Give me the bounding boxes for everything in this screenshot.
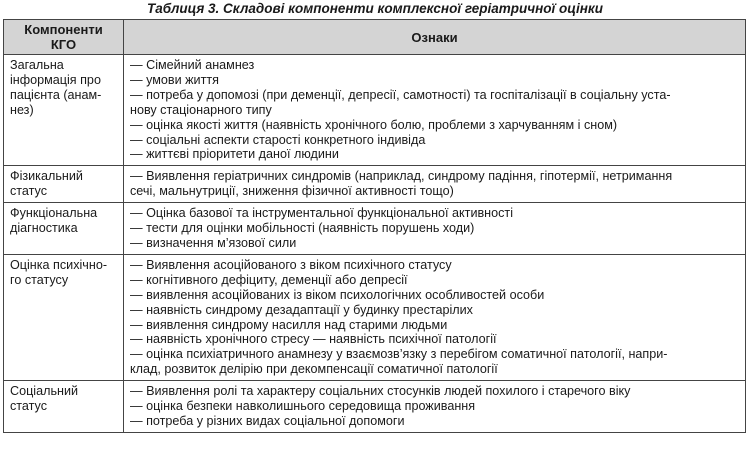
component-line: Загальна [10, 58, 64, 72]
feature-line: — оцінка якості життя (наявність хронічного болю, проблеми з харчуванням і сном) [130, 117, 618, 132]
feature-line: — виявлення синдрому насилля над старими людьми [130, 317, 448, 332]
component-line: статус [10, 399, 48, 414]
feature-line: — соціальні аспекти старості конкретного індивіда [130, 132, 426, 147]
feature-line: — потреба у допомозі (при деменції, депресії, самотності) та госпіталізації в соціальну уста- [130, 87, 671, 102]
component-line: го статусу [10, 272, 69, 287]
feature-line: — оцінка психіатричного анамнезу у взаємозв’язку з перебігом соматичної патології, напри- [130, 347, 668, 362]
feature-line: нову стаціонарного типу [130, 102, 272, 117]
component-line: пацієнта (анам- [10, 87, 102, 102]
feature-line: — когнітивного дефіциту, деменції або депресії [130, 272, 408, 287]
feature-line: — Сімейний анамнез [130, 58, 255, 72]
feature-line: — умови життя [130, 72, 219, 87]
component-cell [4, 381, 124, 433]
features-cell [124, 203, 746, 255]
component-line: Соціальний [10, 384, 79, 399]
feature-line: — Оцінка базової та інструментальної функціональної активності [130, 206, 513, 221]
feature-line: сечі, мальнутриції, зниження фізичної активності тощо) [130, 184, 454, 199]
component-line: інформація про [10, 72, 101, 87]
feature-line: — потреба у різних видах соціальної допомоги [130, 413, 405, 428]
table-row [4, 203, 746, 255]
feature-line: — Виявлення геріатричних синдромів (наприклад, синдрому падіння, гіпотермії, нетримання [130, 169, 673, 184]
feature-line: — наявність хронічного стресу — наявність психічної патології [130, 332, 497, 347]
component-cell [4, 166, 124, 203]
header-components-line1: Компоненти [24, 22, 103, 37]
features-cell [124, 55, 746, 166]
kgo-components-table [3, 19, 746, 433]
header-features: Ознаки [124, 20, 746, 55]
feature-line: — визначення м’язової сили [130, 235, 297, 250]
table-row [4, 166, 746, 203]
component-cell [4, 254, 124, 380]
feature-line: — тести для оцінки мобільності (наявність порушень ходи) [130, 221, 475, 236]
feature-line: — Виявлення ролі та характеру соціальних стосунків людей похилого і старечого віку [130, 384, 631, 399]
feature-line: — життєві пріоритети даної людини [130, 147, 339, 162]
component-line: Фізикальний [10, 169, 83, 184]
header-components-line2: КГО [50, 37, 77, 52]
features-cell [124, 254, 746, 380]
features-cell [124, 381, 746, 433]
feature-line: — Виявлення асоційованого з віком психічного статусу [130, 257, 452, 272]
component-cell [4, 55, 124, 166]
table-caption: Таблиця 3. Складові компоненти комплексної геріатричної оцінки [147, 1, 603, 16]
table-row [4, 254, 746, 380]
feature-line: клад, розвиток делірію при декомпенсації соматичної патології [130, 362, 498, 377]
table-header-row [4, 20, 746, 55]
table-row [4, 381, 746, 433]
table-body [4, 55, 746, 433]
feature-line: — виявлення асоційованих із віком психологічних особливостей особи [130, 287, 545, 302]
features-cell [124, 166, 746, 203]
header-components [4, 20, 124, 55]
component-cell [4, 203, 124, 255]
component-line: нез) [10, 102, 34, 117]
table-row [4, 55, 746, 166]
component-line: Функціональна [10, 206, 98, 221]
feature-line: — наявність синдрому дезадаптації у будинку престарілих [130, 302, 473, 317]
component-line: Оцінка психічно- [10, 257, 108, 272]
component-line: статус [10, 184, 48, 199]
feature-line: — оцінка безпеки навколишнього середовища проживання [130, 399, 476, 414]
component-line: діагностика [10, 221, 78, 236]
